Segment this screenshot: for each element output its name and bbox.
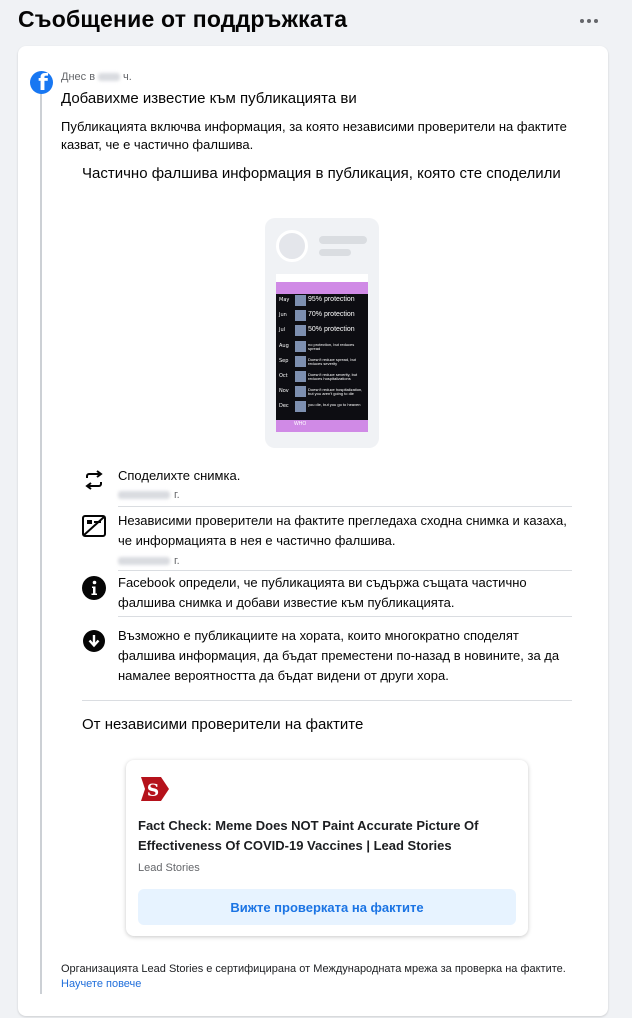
- step-date: г.: [118, 489, 180, 501]
- avatar-placeholder: [276, 230, 308, 262]
- meme-month: Aug: [279, 342, 289, 349]
- notice-description: Публикацията включва информация, за която независими проверители на фактите казват, че е частично фалшива.: [61, 119, 567, 152]
- meme-row: [276, 385, 368, 398]
- step-text: Facebook определи, че публикацията ви съдържа същата частично фалшива снимка и добави известие към публикацията.: [118, 575, 527, 610]
- meme-caption: Doesn't reduce severity, but reduces hospitalizations: [308, 372, 358, 381]
- redacted-time: [98, 73, 120, 81]
- meme-face: [295, 401, 306, 412]
- meme-face: [295, 295, 306, 306]
- message-timestamp: [61, 71, 132, 83]
- post-preview[interactable]: [265, 218, 379, 448]
- divider: [118, 506, 572, 507]
- fact-check-icon: [82, 514, 106, 538]
- step-date: г.: [118, 555, 180, 567]
- step-text: Възможно е публикациите на хората, които многократно споделят фалшива информация, да бъдат преместени по-назад в новините, за да намалее вероятността да бъдат видени от други хора.: [118, 628, 560, 683]
- meme-face: [295, 341, 306, 352]
- divider: [118, 616, 572, 617]
- meme-row: [276, 294, 368, 307]
- meme-caption: Doesn't reduce spread, but reduces severity: [308, 356, 356, 366]
- meme-month: May: [279, 297, 290, 303]
- meme-face: [295, 310, 306, 321]
- meme-row: [276, 324, 368, 337]
- more-dot-icon: [587, 19, 591, 23]
- fact-checkers-title: От независими проверители на фактите: [82, 716, 364, 733]
- meme-caption: 95% protection: [308, 296, 355, 303]
- meme-row: [276, 400, 368, 413]
- meme-row: [276, 370, 368, 383]
- timestamp-suffix: ч.: [123, 71, 132, 83]
- step-text: Независими проверители на фактите прегледаха сходна снимка и казаха, че информацията в нея е частично фалшива.: [118, 513, 567, 548]
- section-divider: [82, 700, 572, 701]
- meme-content: [276, 294, 368, 427]
- timeline-line: [40, 88, 42, 994]
- meme-face: [295, 371, 306, 382]
- facebook-logo-icon: f: [30, 71, 53, 94]
- phone-status-bar: [276, 274, 368, 282]
- notice-headline: Добавихме известие към публикацията ви: [61, 90, 357, 107]
- meme-face: [295, 356, 306, 367]
- meme-month: Jun: [279, 312, 287, 319]
- meme-month: Jul: [279, 327, 286, 334]
- meme-face: [295, 325, 306, 336]
- name-placeholder: [319, 236, 367, 244]
- footer-text: Организацията Lead Stories е сертифицирана от Международната мрежа за проверка на фактите.: [61, 963, 566, 975]
- more-dot-icon: [594, 19, 598, 23]
- meme-month: Nov: [279, 388, 289, 395]
- info-icon: [82, 576, 106, 600]
- lead-stories-logo-icon: [138, 774, 172, 804]
- more-options-button[interactable]: [578, 10, 600, 32]
- page-title: Съобщение от поддръжката: [18, 6, 348, 32]
- meme-row: [276, 355, 368, 368]
- meme-who-label: WHO: [294, 421, 307, 427]
- post-section-title: Частично фалшива информация в публикация, която сте споделили: [82, 165, 561, 182]
- footer-note: [61, 962, 581, 992]
- divider: [118, 570, 572, 571]
- view-fact-check-button[interactable]: Вижте проверката на фактите: [138, 889, 516, 925]
- arrow-down-icon: [82, 629, 106, 653]
- article-source: Lead Stories: [138, 862, 200, 874]
- meme-caption: 70% protection: [308, 311, 355, 319]
- meme-month: Dec: [279, 403, 289, 410]
- meme-month: Oct: [279, 373, 288, 379]
- meme-caption: Doesn't reduce hospitalization, but you aren't going to die: [308, 387, 363, 397]
- share-icon: [82, 468, 106, 492]
- meme-row: [276, 309, 368, 322]
- meme-image: [276, 282, 368, 432]
- more-dot-icon: [580, 19, 584, 23]
- date-placeholder: [319, 249, 351, 256]
- learn-more-link[interactable]: Научете повече: [61, 978, 142, 990]
- step-text: Споделихте снимка.: [118, 468, 241, 483]
- article-title[interactable]: Fact Check: Meme Does NOT Paint Accurate Picture Of Effectiveness Of COVID-19 Vaccines | Lead Stories: [138, 818, 479, 853]
- svg-text:S: S: [146, 781, 160, 801]
- timestamp-prefix: Днес в: [61, 71, 96, 83]
- meme-caption: 50% protection: [308, 326, 355, 334]
- meme-caption: no protection, but reduces spread: [308, 341, 355, 351]
- meme-row: [276, 340, 368, 353]
- meme-caption: you die, but you go to heaven: [308, 402, 361, 408]
- support-message-card: [18, 46, 608, 1016]
- meme-month: Sep: [279, 357, 289, 364]
- fact-check-article-card[interactable]: [126, 760, 528, 936]
- meme-face: [295, 386, 306, 397]
